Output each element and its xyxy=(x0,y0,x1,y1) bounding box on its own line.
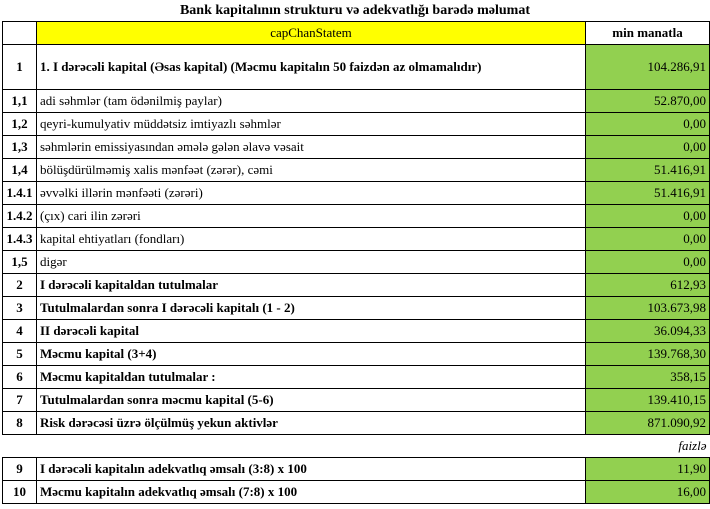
row-label: bölüşdürülməmiş xalis mənfəət (zərər), cəmi xyxy=(37,159,586,182)
row-label: I dərəcəli kapitalın adekvatlıq əmsalı (3:8) x 100 xyxy=(37,458,586,481)
row-label: (çıx) cari ilin zərəri xyxy=(37,205,586,228)
row-value: 103.673,98 xyxy=(586,297,710,320)
row-label: Risk dərəcəsi üzrə ölçülmüş yekun aktivlər xyxy=(37,412,586,435)
unit-column-header: min manatla xyxy=(586,22,710,45)
table-row xyxy=(3,205,710,228)
table-row xyxy=(3,297,710,320)
row-value: 0,00 xyxy=(586,113,710,136)
row-label: Tutulmalardan sonra I dərəcəli kapitalı (1 - 2) xyxy=(37,297,586,320)
row-label: qeyri-kumulyativ müddətsiz imtiyazlı səhmlər xyxy=(37,113,586,136)
row-label: digər xyxy=(37,251,586,274)
table-row xyxy=(3,136,710,159)
table-row xyxy=(3,45,710,90)
percent-unit-label: faizlə xyxy=(586,435,710,458)
row-value: 36.094,33 xyxy=(586,320,710,343)
table-row xyxy=(3,90,710,113)
row-label: səhmlərin emissiyasından əmələ gələn əlavə vəsait xyxy=(37,136,586,159)
table-row xyxy=(3,389,710,412)
row-number: 1.4.1 xyxy=(3,182,37,205)
row-number: 8 xyxy=(3,412,37,435)
row-value: 0,00 xyxy=(586,251,710,274)
row-value: 871.090,92 xyxy=(586,412,710,435)
row-label: əvvəlki illərin mənfəəti (zərəri) xyxy=(37,182,586,205)
row-value: 11,90 xyxy=(586,458,710,481)
table-row xyxy=(3,113,710,136)
row-number: 3 xyxy=(3,297,37,320)
table-row xyxy=(3,159,710,182)
row-label: adi səhmlər (tam ödənilmiş paylar) xyxy=(37,90,586,113)
row-value: 16,00 xyxy=(586,481,710,504)
row-number: 2 xyxy=(3,274,37,297)
row-number: 1.4.2 xyxy=(3,205,37,228)
row-label: II dərəcəli kapital xyxy=(37,320,586,343)
row-number: 10 xyxy=(3,481,37,504)
row-value: 0,00 xyxy=(586,228,710,251)
percent-unit-row xyxy=(3,435,710,458)
page-title: Bank kapitalının strukturu və adekvatlığı barədə məlumat xyxy=(179,3,531,18)
row-value: 52.870,00 xyxy=(586,90,710,113)
table-row xyxy=(3,458,710,481)
row-number: 1,4 xyxy=(3,159,37,182)
row-number: 6 xyxy=(3,366,37,389)
row-number: 4 xyxy=(3,320,37,343)
header-row xyxy=(3,22,710,45)
row-value: 51.416,91 xyxy=(586,182,710,205)
table-row xyxy=(3,481,710,504)
row-value: 0,00 xyxy=(586,205,710,228)
row-label xyxy=(37,435,586,458)
table-row xyxy=(3,343,710,366)
table-row xyxy=(3,228,710,251)
row-label: Tutulmalardan sonra məcmu kapital (5-6) xyxy=(37,389,586,412)
table-row xyxy=(3,320,710,343)
row-number: 9 xyxy=(3,458,37,481)
row-label: Məcmu kapitaldan tutulmalar : xyxy=(37,366,586,389)
row-value: 0,00 xyxy=(586,136,710,159)
row-value: 612,93 xyxy=(586,274,710,297)
row-number: 1,1 xyxy=(3,90,37,113)
statement-column-header: capChanStatem xyxy=(37,22,586,45)
row-value: 139.410,15 xyxy=(586,389,710,412)
table-row xyxy=(3,274,710,297)
row-label: I dərəcəli kapitaldan tutulmalar xyxy=(37,274,586,297)
row-value: 51.416,91 xyxy=(586,159,710,182)
row-label: 1. I dərəcəli kapital (Əsas kapital) (Məcmu kapitalın 50 faizdən az olmamalıdır) xyxy=(37,45,586,90)
row-label: kapital ehtiyatları (fondları) xyxy=(37,228,586,251)
capital-structure-table xyxy=(2,21,710,504)
row-label: Məcmu kapital (3+4) xyxy=(37,343,586,366)
row-value: 358,15 xyxy=(586,366,710,389)
row-number: 1.4.3 xyxy=(3,228,37,251)
row-number: 7 xyxy=(3,389,37,412)
table-row xyxy=(3,251,710,274)
table-row xyxy=(3,366,710,389)
row-value: 104.286,91 xyxy=(586,45,710,90)
table-row xyxy=(3,412,710,435)
row-number: 1,3 xyxy=(3,136,37,159)
table-row xyxy=(3,182,710,205)
row-number xyxy=(3,435,37,458)
row-number: 1,5 xyxy=(3,251,37,274)
row-value: 139.768,30 xyxy=(586,343,710,366)
row-number: 1 xyxy=(3,45,37,90)
corner-header-cell xyxy=(3,22,37,45)
row-label: Məcmu kapitalın adekvatlıq əmsalı (7:8) x 100 xyxy=(37,481,586,504)
row-number: 5 xyxy=(3,343,37,366)
row-number: 1,2 xyxy=(3,113,37,136)
